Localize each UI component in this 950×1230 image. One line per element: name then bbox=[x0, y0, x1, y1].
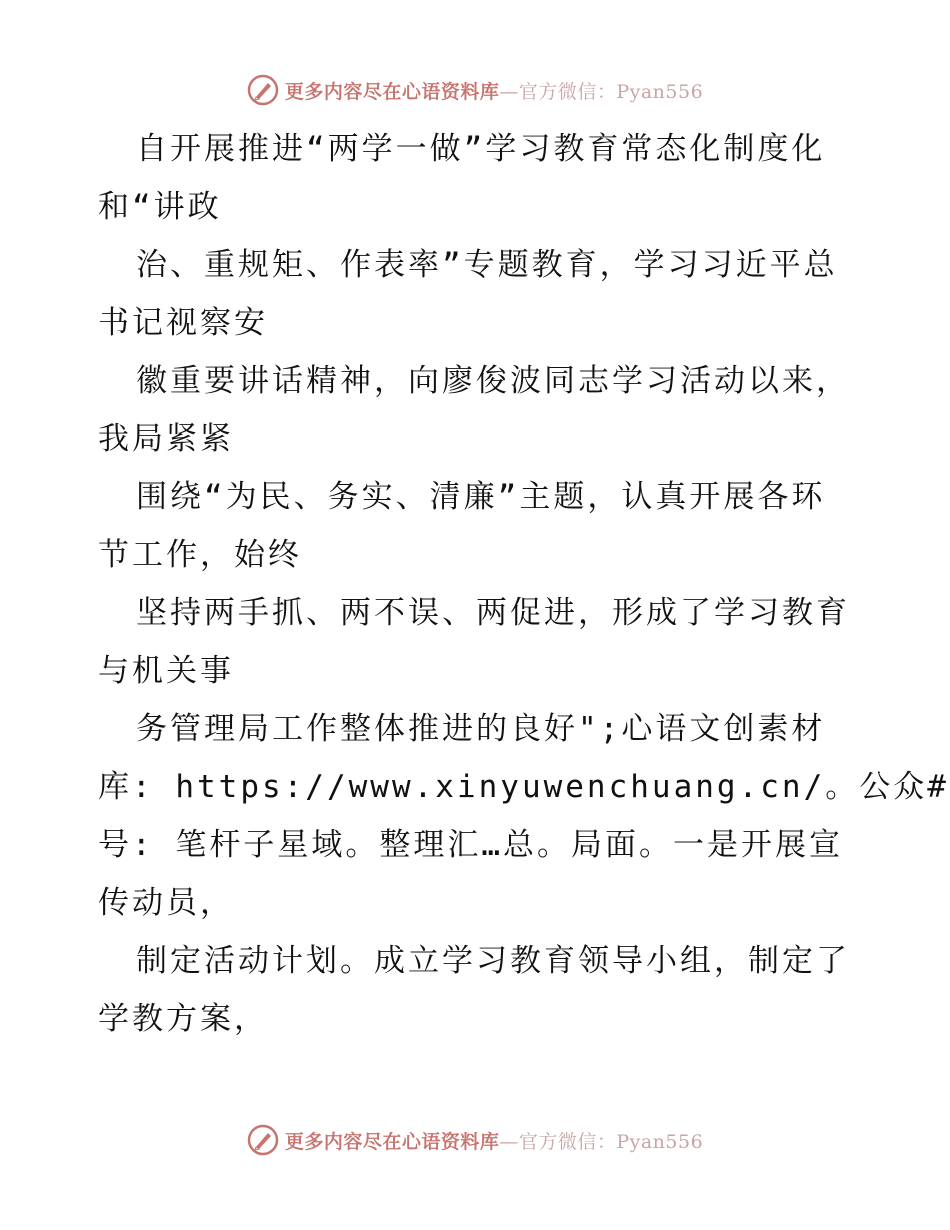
text-line: 与机关事 bbox=[98, 653, 234, 689]
header-watermark bbox=[0, 70, 950, 110]
text-line: 号: 笔杆子星域。整理汇…总。局面。一是开展宣 bbox=[98, 827, 843, 863]
text-line: 围绕“为民、务实、清廉”主题，认真开展各环 bbox=[136, 479, 826, 515]
footer-watermark bbox=[0, 1120, 950, 1160]
pen-logo-icon bbox=[247, 1124, 279, 1156]
watermark-group bbox=[247, 74, 703, 106]
text-line: 制定活动计划。成立学习教育领导小组，制定了 bbox=[136, 943, 850, 979]
text-line: 传动员， bbox=[98, 885, 234, 921]
text-line: 节工作，始终 bbox=[98, 537, 302, 573]
text-line: 自开展推进“两学一做”学习教育常态化制度化 bbox=[136, 131, 826, 167]
text-line: 我局紧紧 bbox=[98, 421, 234, 457]
watermark-text bbox=[285, 77, 703, 104]
watermark-text bbox=[285, 1127, 703, 1154]
text-line: 治、重规矩、作表率”专题教育，学习习近平总 bbox=[136, 247, 838, 283]
watermark-brand: 更多内容尽在心语资料库 bbox=[284, 80, 500, 103]
watermark-separator: — bbox=[499, 1130, 519, 1153]
text-line: 和“讲政 bbox=[98, 189, 222, 225]
text-line: 库: https://www.xinyuwenchuang.cn/。公众# bbox=[98, 769, 949, 805]
watermark-group bbox=[247, 1124, 703, 1156]
pen-logo-icon bbox=[247, 74, 279, 106]
watermark-suffix: 官方微信：Pyan556 bbox=[518, 80, 704, 103]
text-line: 学教方案， bbox=[98, 1001, 268, 1037]
text-line: 书记视察安 bbox=[98, 305, 268, 341]
watermark-brand: 更多内容尽在心语资料库 bbox=[284, 1130, 500, 1153]
watermark-separator: — bbox=[499, 80, 519, 103]
watermark-suffix: 官方微信：Pyan556 bbox=[518, 1130, 704, 1153]
text-line: 务管理局工作整体推进的良好";心语文创素材 bbox=[136, 711, 826, 747]
text-line: 徽重要讲话精神，向廖俊波同志学习活动以来， bbox=[136, 363, 850, 399]
text-line: 坚持两手抓、两不误、两促进，形成了学习教育 bbox=[136, 595, 850, 631]
document-body bbox=[98, 120, 949, 1048]
